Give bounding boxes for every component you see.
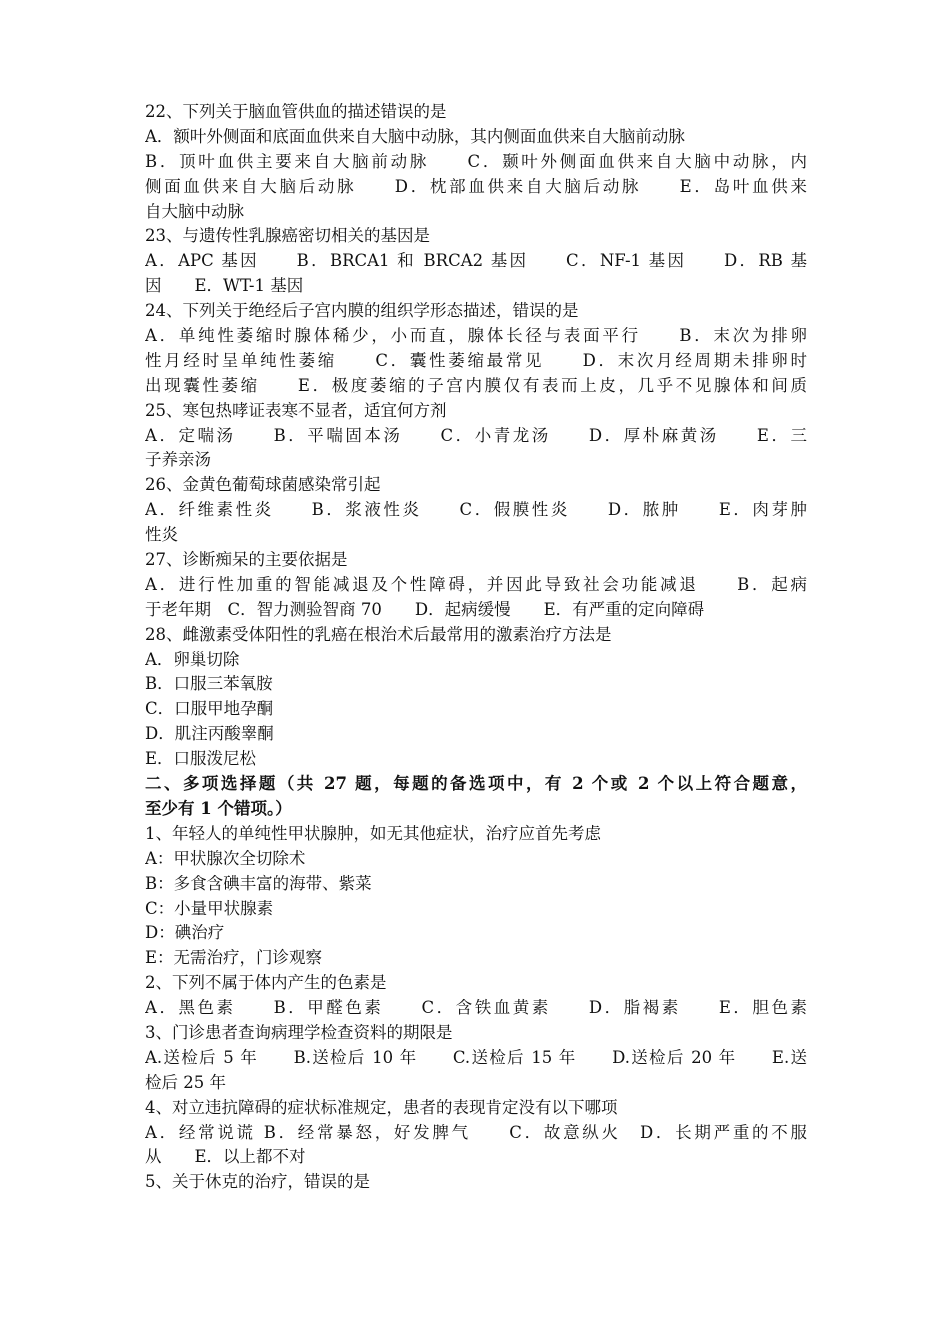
text-line: 26、金黄色葡萄球菌感染常引起	[145, 475, 381, 495]
text-line: 从 E．以上都不对	[145, 1147, 306, 1167]
text-line: 因 E．WT-1 基因	[145, 276, 304, 296]
text-line: B：多食含碘丰富的海带、紫菜	[145, 873, 372, 893]
text-line: 性炎	[145, 525, 178, 545]
text-line: A．纤维素性炎 B．浆液性炎 C．假膜性炎 D．脓肿 E．肉芽肿	[145, 500, 807, 520]
text-line: B．顶叶血供主要来自大脑前动脉 C．颞叶外侧面血供来自大脑中动脉，内	[145, 151, 807, 171]
text-line: 23、与遗传性乳腺癌密切相关的基因是	[145, 226, 430, 246]
text-line: 4、对立违抗障碍的症状标准规定，患者的表现肯定没有以下哪项	[145, 1097, 618, 1117]
text-line: A.送检后 5 年 B.送检后 10 年 C.送检后 15 年 D.送检后 20 年 E.送	[145, 1047, 807, 1067]
text-line: 24、下列关于绝经后子宫内膜的组织学形态描述，错误的是	[145, 301, 579, 321]
text-line: 22、下列关于脑血管供血的描述错误的是	[145, 102, 447, 121]
text-line: 于老年期 C．智力测验智商 70 D．起病缓慢 E．有严重的定向障碍	[145, 599, 705, 619]
text-line: E．口服泼尼松	[145, 749, 257, 769]
text-line: 1、年轻人的单纯性甲状腺肿，如无其他症状，治疗应首先考虑	[145, 823, 601, 843]
text-line: A．APC 基因 B．BRCA1 和 BRCA2 基因 C．NF-1 基因 D．RB 基	[145, 251, 807, 271]
text-line: 3、门诊患者查询病理学检查资料的期限是	[145, 1022, 453, 1042]
text-line: A．进行性加重的智能减退及个性障碍，并因此导致社会功能减退 B．起病	[145, 574, 807, 594]
text-line: 28、雌激素受体阳性的乳癌在根治术后最常用的激素治疗方法是	[145, 624, 612, 644]
text-line: 至少有 1 个错项。）	[145, 798, 292, 818]
text-line: 检后 25 年	[145, 1072, 226, 1092]
text-line: 子养亲汤	[145, 450, 211, 470]
text-line: 自大脑中动脉	[145, 201, 244, 221]
text-line: 出现囊性萎缩 E．极度萎缩的子宫内膜仅有表而上皮，几乎不见腺体和间质	[145, 375, 807, 395]
text-line: 25、寒包热哮证表寒不显者，适宜何方剂	[145, 400, 447, 420]
text-line: 27、诊断痴呆的主要依据是	[145, 550, 348, 570]
text-line: B．口服三苯氧胺	[145, 674, 273, 694]
document-page	[145, 100, 807, 1195]
text-line: D：碘治疗	[145, 923, 225, 943]
text-line: 二、多项选择题（共 27 题，每题的备选项中，有 2 个或 2 个以上符合题意，	[145, 774, 807, 794]
text-line: A．定喘汤 B．平喘固本汤 C．小青龙汤 D．厚朴麻黄汤 E．三	[145, 425, 807, 445]
text-line: A．黑色素 B．甲醛色素 C．含铁血黄素 D．脂褐素 E．胆色素	[145, 998, 807, 1018]
text-line: C．口服甲地孕酮	[145, 699, 274, 719]
text-line: C：小量甲状腺素	[145, 898, 274, 918]
text-line: A：甲状腺次全切除术	[145, 848, 306, 868]
text-line: E：无需治疗，门诊观察	[145, 948, 323, 968]
text-line: A．单纯性萎缩时腺体稀少，小而直，腺体长径与表面平行 B．末次为排卵	[145, 326, 807, 346]
text-line: 性月经时呈单纯性萎缩 C．囊性萎缩最常见 D．末次月经周期未排卵时	[145, 350, 807, 370]
text-line: 2、下列不属于体内产生的色素是	[145, 973, 387, 993]
text-line: A．经常说谎 B．经常暴怒，好发脾气 C．故意纵火 D．长期严重的不服	[145, 1122, 807, 1142]
text-line: A．额叶外侧面和底面血供来自大脑中动脉，其内侧面血供来自大脑前动脉	[145, 126, 685, 146]
text-line: D．肌注丙酸睾酮	[145, 724, 274, 744]
text-line: 5、关于休克的治疗，错误的是	[145, 1172, 370, 1192]
text-line: A．卵巢切除	[145, 649, 240, 669]
text-line: 侧面血供来自大脑后动脉 D．枕部血供来自大脑后动脉 E．岛叶血供来	[145, 176, 807, 196]
